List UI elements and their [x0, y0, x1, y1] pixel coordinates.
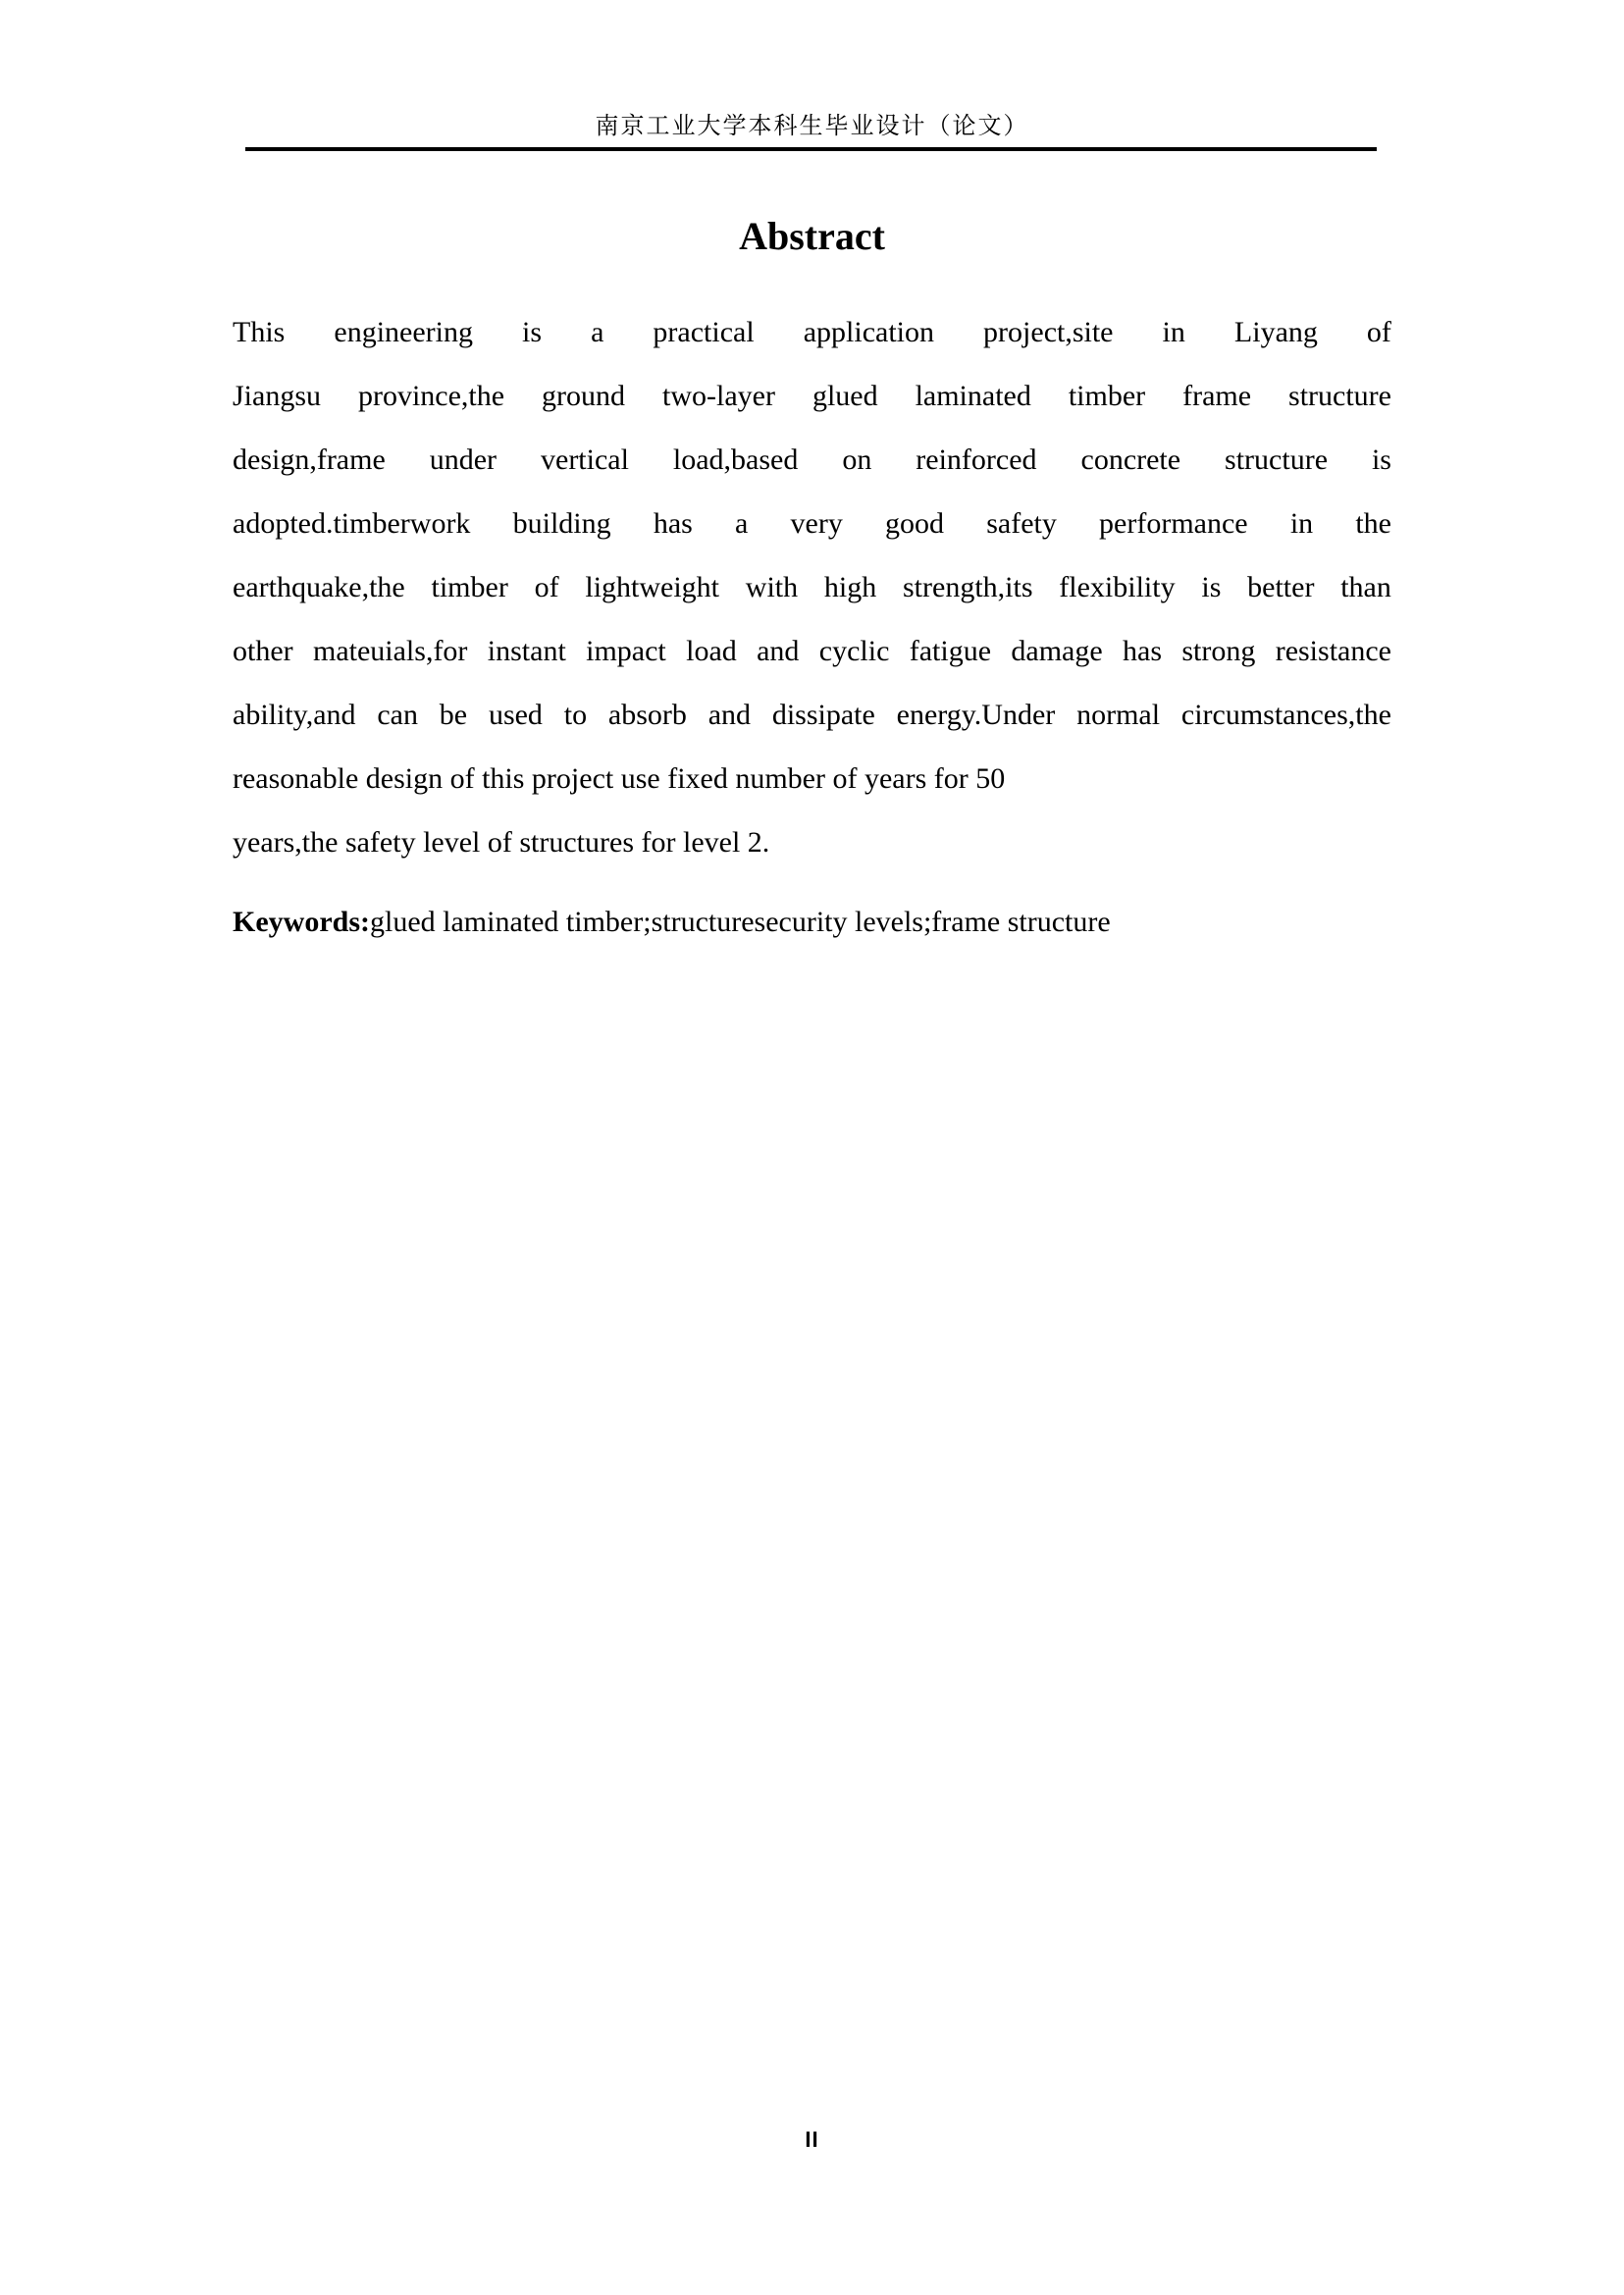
- abstract-section: [233, 0, 1391, 954]
- page-title: Abstract: [739, 214, 885, 258]
- abstract-line: years,the safety level of structures for level 2.: [233, 826, 770, 859]
- abstract-line: Jiangsu province,the ground two-layer glued laminated timber frame structure: [233, 380, 1391, 412]
- abstract-line: ability,and can be used to absorb and dissipate energy.Under normal circumstances,the: [233, 699, 1391, 731]
- abstract-paragraph: [233, 300, 1391, 874]
- abstract-line: other mateuials,for instant impact load and cyclic fatigue damage has strong resistance: [233, 635, 1391, 667]
- keywords-line: [233, 890, 1391, 954]
- abstract-line: reasonable design of this project use fixed number of years for 50: [233, 762, 1006, 795]
- abstract-line: design,frame under vertical load,based on reinforced concrete structure is: [233, 443, 1391, 476]
- abstract-line: adopted.timberwork building has a very good safety performance in the: [233, 507, 1391, 540]
- header-title: 南京工业大学本科生毕业设计（论文）: [595, 114, 1029, 139]
- page-number: II: [805, 2127, 819, 2152]
- abstract-line: earthquake,the timber of lightweight with high strength,its flexibility is better than: [233, 571, 1391, 603]
- keywords-label: Keywords:: [233, 906, 370, 938]
- keywords-text: glued laminated timber;structuresecurity levels;frame structure: [369, 906, 1111, 938]
- abstract-line: This engineering is a practical application project,site in Liyang of: [233, 316, 1391, 348]
